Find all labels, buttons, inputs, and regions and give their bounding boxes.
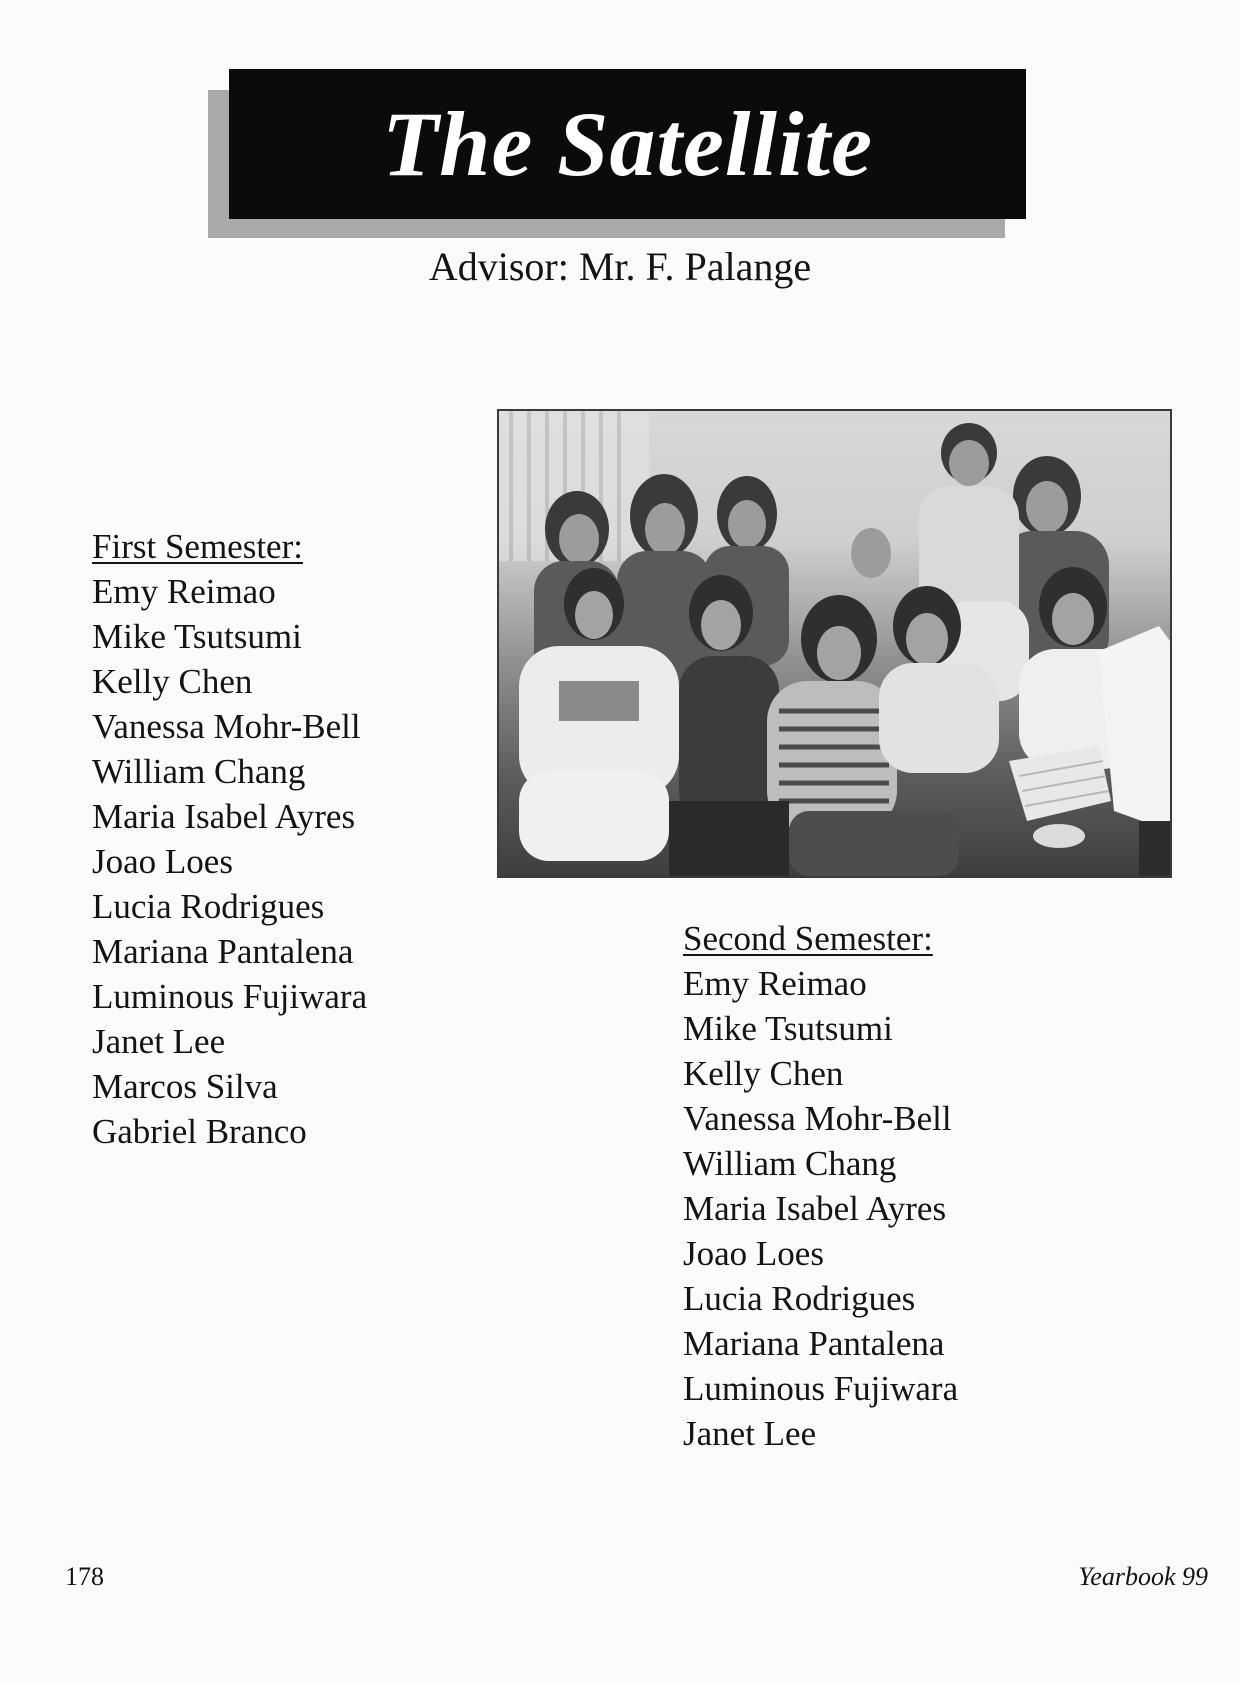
page-number: 178 xyxy=(65,1562,104,1591)
roster-name: Maria Isabel Ayres xyxy=(683,1189,947,1228)
roster-name: William Chang xyxy=(92,752,306,791)
roster-name: Mariana Pantalena xyxy=(683,1324,945,1363)
group-photo xyxy=(497,409,1172,878)
first-semester-heading: First Semester: xyxy=(92,527,303,566)
roster-name: Emy Reimao xyxy=(683,964,867,1003)
roster-name: Janet Lee xyxy=(683,1414,817,1453)
roster-name: Joao Loes xyxy=(92,842,233,881)
roster-name: Mike Tsutsumi xyxy=(683,1009,893,1048)
roster-name: Mike Tsutsumi xyxy=(92,617,302,656)
roster-name: Mariana Pantalena xyxy=(92,932,354,971)
second-semester-heading: Second Semester: xyxy=(683,919,933,958)
roster-name: Maria Isabel Ayres xyxy=(92,797,356,836)
roster-name: Lucia Rodrigues xyxy=(683,1279,916,1318)
roster-name: Emy Reimao xyxy=(92,572,276,611)
publication-name: Yearbook 99 xyxy=(1078,1562,1208,1591)
roster-name: Vanessa Mohr-Bell xyxy=(92,707,361,746)
group-photo-illustration xyxy=(499,411,1170,876)
roster-name: Lucia Rodrigues xyxy=(92,887,325,926)
roster-name: Gabriel Branco xyxy=(92,1112,307,1151)
roster-name: Luminous Fujiwara xyxy=(92,977,368,1016)
advisor-line: Advisor: Mr. F. Palange xyxy=(428,244,812,289)
first-semester-roster xyxy=(92,524,367,1154)
second-semester-roster xyxy=(683,916,958,1456)
page-title: The Satellite xyxy=(382,93,873,195)
roster-name: Kelly Chen xyxy=(92,662,253,701)
roster-name: Kelly Chen xyxy=(683,1054,844,1093)
roster-name: Joao Loes xyxy=(683,1234,824,1273)
roster-name: Luminous Fujiwara xyxy=(683,1369,959,1408)
roster-name: Janet Lee xyxy=(92,1022,226,1061)
title-banner xyxy=(229,69,1026,219)
roster-name: William Chang xyxy=(683,1144,897,1183)
roster-name: Vanessa Mohr-Bell xyxy=(683,1099,952,1138)
roster-name: Marcos Silva xyxy=(92,1067,278,1106)
